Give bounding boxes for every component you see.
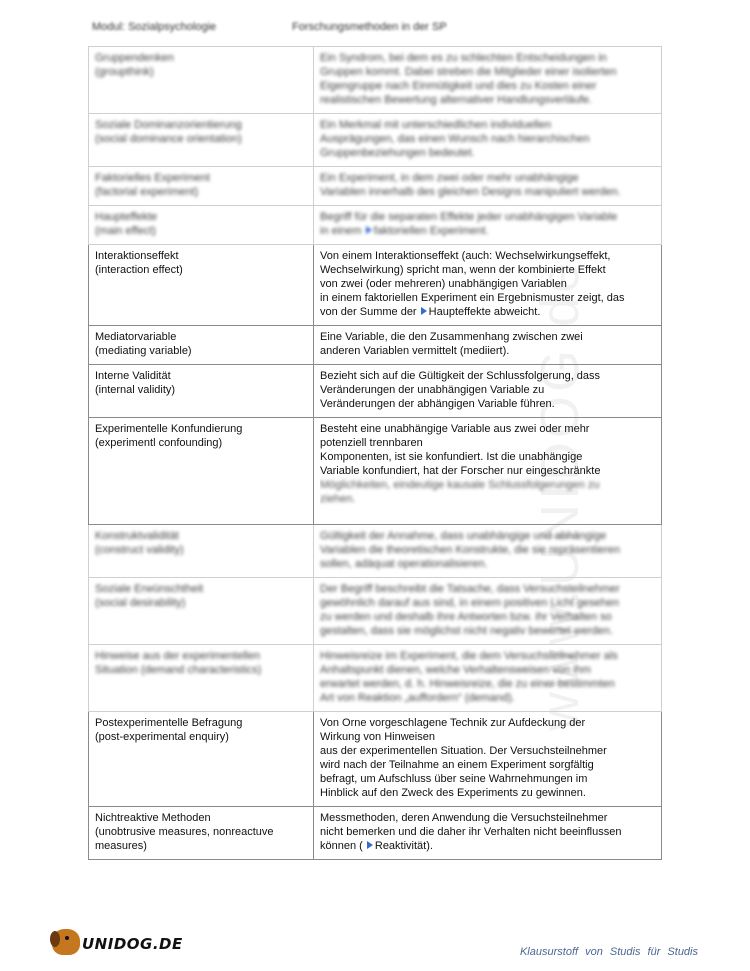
- glossary-term-cell: [89, 807, 314, 860]
- dog-ear-icon: [50, 931, 60, 947]
- watermark: www.UNIDOG.de: [530, 258, 590, 731]
- definition-line: Der Begriff beschreibt die Tatsache, dass Versuchsteilnehmer: [320, 583, 620, 595]
- definition-line-with-link: [320, 305, 655, 319]
- definition-line: Gültigkeit der Annahme, dass unabhängige und abhängige: [320, 530, 607, 542]
- glossary-row: [89, 245, 662, 326]
- definition-line: realistischen Bewertung alternativer Handlungsverläufe.: [320, 94, 593, 106]
- definition-line: Hinweisreize im Experiment, die dem Versuchsteilnehmer als: [320, 650, 618, 662]
- header-module: Modul: Sozialpsychologie: [92, 21, 217, 33]
- term-line: (construct validity): [95, 544, 184, 556]
- glossary-row: [89, 418, 662, 525]
- definition-text: können (: [320, 840, 363, 852]
- definition-line: erwartet werden, d. h. Hinweisreize, die zu einer bestimmten: [320, 678, 615, 690]
- glossary-row: [89, 206, 662, 245]
- definition-line: Ein Merkmal mit unterschiedlichen individuellen: [320, 119, 552, 131]
- glossary-definition-cell: [314, 365, 662, 418]
- definition-line: Eigengruppe nach Einmütigkeit und dies zu Kosten einer: [320, 80, 597, 92]
- term-line: (experimentl confounding): [95, 437, 223, 449]
- glossary-row: [89, 365, 662, 418]
- definition-line: Begriff für die separaten Effekte jeder unabhängigen Variable: [320, 211, 618, 223]
- definition-line: Variablen die theoretischen Konstrukte, die sie repräsentieren: [320, 544, 621, 556]
- glossary-definition-cell: [314, 245, 662, 326]
- term-line: (unobtrusive measures, nonreactuve: [95, 826, 274, 838]
- glossary-term-cell: [89, 578, 314, 645]
- definition-line: Messmethoden, deren Anwendung die Versuchsteilnehmer: [320, 812, 608, 824]
- definition-line: Komponenten, ist sie konfundiert. Ist die unabhängige: [320, 451, 583, 463]
- term-line: Konstruktvalidität: [95, 530, 179, 542]
- definition-line: von zwei (oder mehreren) unabhängigen Variablen: [320, 278, 567, 290]
- term-line: Interne Validität: [95, 370, 171, 382]
- glossary-term-cell: [89, 645, 314, 712]
- term-line: (factorial experiment): [95, 186, 199, 198]
- dog-eye-icon: [65, 936, 69, 940]
- term-line: Haupteffekte: [95, 211, 158, 223]
- term-line: Postexperimentelle Befragung: [95, 717, 243, 729]
- cross-reference-arrow-icon: [367, 841, 373, 849]
- definition-line: gewöhnlich darauf aus sind, in einem positiven Licht gesehen: [320, 597, 620, 609]
- definition-line: Veränderungen der abhängigen Variable führen.: [320, 398, 555, 410]
- term-line: Soziale Dominanzorientierung: [95, 119, 242, 131]
- term-line: Nichtreaktive Methoden: [95, 812, 211, 824]
- glossary-term-cell: [89, 365, 314, 418]
- glossary-term-cell: [89, 167, 314, 206]
- definition-line: aus der experimentellen Situation. Der Versuchsteilnehmer: [320, 745, 607, 757]
- definition-line: Von einem Interaktionseffekt (auch: Wechselwirkungseffekt,: [320, 250, 611, 262]
- definition-line: Hinblick auf den Zweck des Experiments zu gewinnen.: [320, 787, 586, 799]
- term-line: (internal validity): [95, 384, 176, 396]
- definition-line: Gruppenbeziehungen bedeutet.: [320, 147, 475, 159]
- definition-text: von der Summe der: [320, 306, 417, 318]
- definition-line: gestalten, dass sie möglichst nicht negativ bewertet werden.: [320, 625, 613, 637]
- term-line: (social dominance orientation): [95, 133, 242, 145]
- definition-line: Ausprägungen, das einen Wunsch nach hierarchischen: [320, 133, 590, 145]
- definition-line: nicht bemerken und die daher ihr Verhalten nicht beeinflussen: [320, 826, 622, 838]
- term-line: (main effect): [95, 225, 156, 237]
- glossary-definition-cell: [314, 167, 662, 206]
- glossary-definition-cell: [314, 47, 662, 114]
- definition-line: Gruppen kommt. Dabei streben die Mitglieder einer isolierten: [320, 66, 617, 78]
- term-line: Gruppendenken: [95, 52, 174, 64]
- definition-line: Veränderungen der unabhängigen Variable zu: [320, 384, 545, 396]
- definition-line-with-link: [320, 839, 655, 853]
- definition-line: Art von Reaktion „auffordern“ (demand).: [320, 692, 515, 704]
- definition-line: ziehen.: [320, 493, 356, 505]
- definition-line: Wechselwirkung) spricht man, wenn der kombinierte Effekt: [320, 264, 606, 276]
- cross-reference-term[interactable]: Haupteffekte abweicht.: [428, 306, 541, 318]
- logo-text: UNIDOG.DE: [82, 935, 183, 953]
- definition-line: Anhaltspunkt dienen, welche Verhaltensweisen von ihm: [320, 664, 591, 676]
- cross-reference-arrow-icon: [366, 226, 372, 234]
- glossary-definition-cell: [314, 206, 662, 245]
- definition-line: Möglichkeiten, eindeutige kausale Schlussfolgerungen zu: [320, 479, 600, 491]
- glossary-row: [89, 645, 662, 712]
- page-header: [92, 17, 670, 37]
- term-line: Faktorielles Experiment: [95, 172, 210, 184]
- cross-reference-arrow-icon: [421, 307, 427, 315]
- glossary-row: [89, 712, 662, 807]
- definition-line: sollen, adäquat operationalisieren.: [320, 558, 488, 570]
- glossary-row: [89, 167, 662, 206]
- definition-line: in einem faktoriellen Experiment ein Ergebnismuster zeigt, das: [320, 292, 625, 304]
- definition-line: befragt, um Aufschluss über seine Wahrnehmungen im: [320, 773, 588, 785]
- glossary-definition-cell: [314, 578, 662, 645]
- term-line: (mediating variable): [95, 345, 192, 357]
- glossary-term-cell: [89, 712, 314, 807]
- glossary-term-cell: [89, 418, 314, 525]
- glossary-row: [89, 578, 662, 645]
- glossary-row: [89, 525, 662, 578]
- term-line: Interaktionseffekt: [95, 250, 179, 262]
- definition-line: Variable konfundiert, hat der Forscher nur eingeschränkte: [320, 465, 601, 477]
- footer-tagline: Klausurstoff von Studis für Studis: [519, 946, 698, 958]
- definition-line: Bezieht sich auf die Gültigkeit der Schlussfolgerung, dass: [320, 370, 601, 382]
- term-line: Experimentelle Konfundierung: [95, 423, 243, 435]
- glossary-row: [89, 114, 662, 167]
- term-line: (social desirability): [95, 597, 186, 609]
- glossary-row: [89, 326, 662, 365]
- glossary-term-cell: [89, 47, 314, 114]
- glossary-row: [89, 47, 662, 114]
- term-line: Soziale Erwünschtheit: [95, 583, 204, 595]
- definition-line: Ein Syndrom, bei dem es zu schlechten Entscheidungen in: [320, 52, 607, 64]
- term-line: (groupthink): [95, 66, 154, 78]
- glossary-term-cell: [89, 206, 314, 245]
- definition-line: in einem faktoriellen Experiment.: [320, 225, 489, 237]
- definition-line: Eine Variable, die den Zusammenhang zwischen zwei: [320, 331, 583, 343]
- term-line: (post-experimental enquiry): [95, 731, 229, 743]
- glossary-row: [89, 807, 662, 860]
- definition-line: Variablen innerhalb des gleichen Designs manipuliert werden.: [320, 186, 621, 198]
- term-line: Situation (demand characteristics): [95, 664, 262, 676]
- definition-line: wird nach der Teilnahme an einem Experiment sorgfältig: [320, 759, 594, 771]
- glossary-definition-cell: [314, 326, 662, 365]
- term-line: measures): [95, 840, 147, 852]
- glossary-definition-cell: [314, 525, 662, 578]
- glossary-definition-cell: [314, 418, 662, 525]
- definition-line: Ein Experiment, in dem zwei oder mehr unabhängige: [320, 172, 579, 184]
- glossary-term-cell: [89, 326, 314, 365]
- glossary-definition-cell: [314, 712, 662, 807]
- glossary-definition-cell: [314, 114, 662, 167]
- definition-line: Besteht eine unabhängige Variable aus zwei oder mehr: [320, 423, 590, 435]
- definition-line: anderen Variablen vermittelt (mediiert).: [320, 345, 510, 357]
- glossary-definition-cell: [314, 645, 662, 712]
- glossary-term-cell: [89, 525, 314, 578]
- term-line: (interaction effect): [95, 264, 183, 276]
- unidog-logo: [50, 925, 183, 961]
- definition-line: Wirkung von Hinweisen: [320, 731, 435, 743]
- definition-line: Von Orne vorgeschlagene Technik zur Aufdeckung der: [320, 717, 586, 729]
- glossary-term-cell: [89, 245, 314, 326]
- definition-line: zu werden und deshalb ihre Antworten bzw. ihr Verhalten so: [320, 611, 612, 623]
- glossary-table: [88, 46, 662, 860]
- definition-line: potenziell trennbaren: [320, 437, 423, 449]
- glossary-term-cell: [89, 114, 314, 167]
- header-section: Forschungsmethoden in der SP: [292, 21, 447, 33]
- term-line: Hinweise aus der experimentellen: [95, 650, 261, 662]
- cross-reference-term[interactable]: Reaktivität).: [374, 840, 433, 852]
- term-line: Mediatorvariable: [95, 331, 177, 343]
- glossary-definition-cell: [314, 807, 662, 860]
